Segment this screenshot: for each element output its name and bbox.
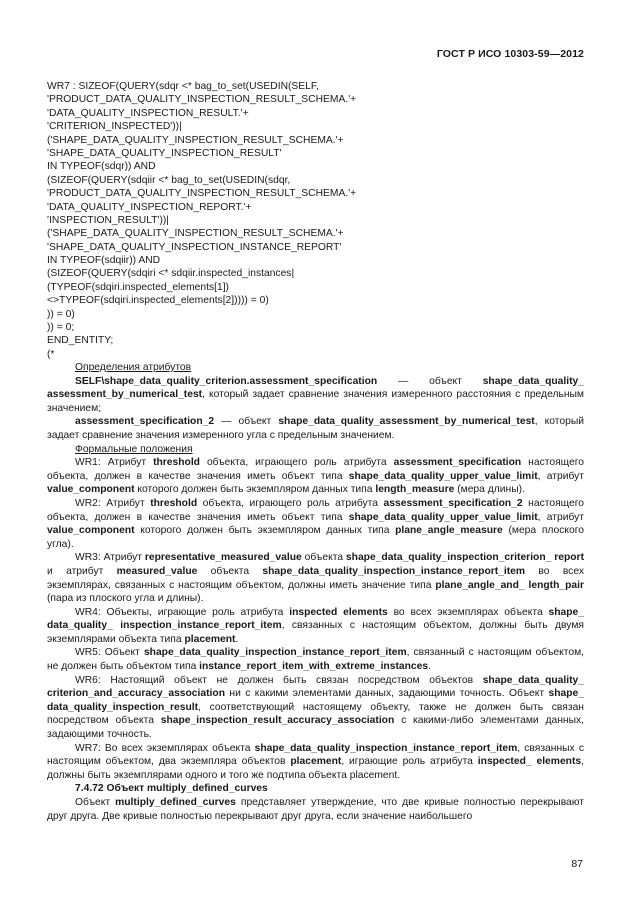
rule-wr3: WR3: Атрибут representative_measured_value объекта shape_data_quality_inspection_criterion_ report и атрибут measured_value объекта shape_data_quality_inspection_instance_report_item во всех экземплярах, связанных с настоящим объектом, должны иметь значение типа plane_angle_and_ length_pair (пара из плоского угла и длины). xyxy=(47,552,584,605)
code-line: <>TYPEOF(sdqiri.inspected_elements[2])))) = 0) xyxy=(47,295,269,307)
code-line: 'SHAPE_DATA_QUALITY_INSPECTION_RESULT' xyxy=(47,147,282,159)
code-line: WR7 : SIZEOF(QUERY(sdqr <* bag_to_set(USEDIN(SELF, xyxy=(47,81,319,92)
rule-wr1: WR1: Атрибут threshold объекта, играющего роль атрибута assessment_specification настоящего объекта, должен в качестве значения иметь объект типа shape_data_quality_upper_value_limit, атрибут value_component которого должен быть экземпляром данных типа length_measure (мера длины). xyxy=(47,457,584,496)
code-line: ('SHAPE_DATA_QUALITY_INSPECTION_RESULT_SCHEMA.'+ xyxy=(47,228,344,240)
rule-wr6: WR6: Настоящий объект не должен быть связан посредством объектов shape_data_quality_ criterion_and_accuracy_association ни с какими элементами данных, задающими точность. Объект shape_ data_quality_inspection_result, соответствующий настоящему объекту, также не должен быть связан посредством объекта shape_inspection_result_accuracy_association с какими-либо элементами данных, задающими точность. xyxy=(47,674,584,741)
section-paragraph: Объект multiply_defined_curves представляет утверждение, что две кривые полностью перекрывают друг друга. Две кривые полностью перекрывают друг друга, если значение наибольшего xyxy=(47,797,584,822)
code-line: (TYPEOF(sdqiri.inspected_elements[1]) xyxy=(47,281,229,293)
formal-propositions-heading: Формальные положения xyxy=(75,443,193,455)
code-line: (SIZEOF(QUERY(sdqiir <* bag_to_set(USEDIN(sdqr, xyxy=(47,174,291,186)
code-line: 'CRITERION_INSPECTED'))| xyxy=(47,121,182,133)
rule-wr4: WR4: Объекты, играющие роль атрибута inspected elements во всех экземплярах объекта shape_ data_quality_ inspection_instance_report_item, связанных с настоящим объектом, должны быть двумя экземплярами объекта типа placement. xyxy=(47,606,584,645)
code-line: 'INSPECTION_RESULT'))| xyxy=(47,214,169,226)
code-line: END_ENTITY; xyxy=(47,335,114,347)
code-line: IN TYPEOF(sdqiir)) AND xyxy=(47,255,161,267)
code-line: )) = 0; xyxy=(47,322,75,334)
code-line: IN TYPEOF(sdqr)) AND xyxy=(47,161,156,173)
rule-wr5: WR5: Объект shape_data_quality_inspection_instance_report_item, связанный с настоящим объектом, не должен быть объектом типа instance_report_item_with_extreme_instances. xyxy=(47,647,585,673)
code-line: (SIZEOF(QUERY(sdqiri <* sdqiir.inspected_instances| xyxy=(47,268,295,280)
code-line: 'SHAPE_DATA_QUALITY_INSPECTION_INSTANCE_REPORT' xyxy=(47,241,342,253)
code-line: (* xyxy=(47,348,55,360)
code-line: 'PRODUCT_DATA_QUALITY_INSPECTION_RESULT_SCHEMA.'+ xyxy=(47,188,357,200)
attribute-definitions-heading: Определения атрибутов xyxy=(75,362,192,373)
rule-wr2: WR2: Атрибут threshold объекта, играющего роль атрибута assessment_specification_2 настоящего объекта, должен в качестве значения иметь объект типа shape_data_quality_upper_value_limit, атрибут value_component которого должен быть экземпляром данных типа plane_angle_measure (мера плоского угла). xyxy=(47,497,584,550)
rule-wr7: WR7: Во всех экземплярах объекта shape_data_quality_inspection_instance_report_item, связанных с настоящим объектом, два экземпляра объектов placement, играющие роль атрибута inspected_ elements, должны быть экземплярами одного и того же подтипа объекта placement. xyxy=(47,742,584,781)
document-header: ГОСТ Р ИСО 10303-59—2012 xyxy=(436,48,584,60)
code-line: ('SHAPE_DATA_QUALITY_INSPECTION_RESULT_SCHEMA.'+ xyxy=(47,134,344,146)
attribute-definition-1: SELF\shape_data_quality_criterion.assessment_specification — объект shape_data_quality_ assessment_by_numerical_test, который задает сравнение значения измеренного расстояния с предельным значением; xyxy=(47,375,584,414)
code-line: 'DATA_QUALITY_INSPECTION_REPORT.'+ xyxy=(47,201,252,213)
document-body xyxy=(47,361,584,823)
code-line: 'DATA_QUALITY_INSPECTION_RESULT.'+ xyxy=(47,107,249,119)
code-line: 'PRODUCT_DATA_QUALITY_INSPECTION_RESULT_SCHEMA.'+ xyxy=(47,94,357,106)
code-line: )) = 0) xyxy=(47,308,75,320)
attribute-definition-2: assessment_specification_2 — объект shape_data_quality_assessment_by_numerical_test, который задает сравнение значения измеренного угла с предельным значением. xyxy=(47,416,584,441)
section-title: 7.4.72 Объект multiply_defined_curves xyxy=(75,783,268,795)
page-number: 87 xyxy=(571,858,583,870)
express-code-block xyxy=(47,80,587,361)
